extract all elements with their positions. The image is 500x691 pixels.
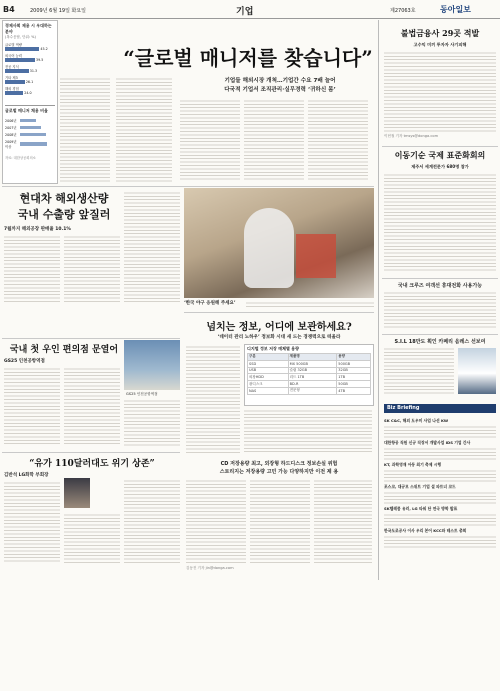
column-rule [378, 20, 379, 580]
bar2-row [5, 139, 55, 149]
brief-text [384, 512, 496, 526]
article-text-col [308, 98, 368, 182]
bar-label: 글로벌 역량 [5, 43, 22, 47]
bar2-row [5, 125, 55, 130]
section-title: 기업 [236, 7, 254, 17]
article-text-col [4, 366, 60, 446]
story5-caption2: 스토리지는 저장용량 고민 가능 다양하지만 이전 제 용 [219, 469, 339, 475]
divider [382, 146, 498, 147]
story5-title: 넘치는 정보, 어디에 보관하세요? [206, 322, 352, 333]
table-row [248, 387, 371, 394]
person-figure [296, 234, 336, 278]
store-photo [124, 340, 180, 390]
right-title-3: 국내 크루즈 여객선 휴대전화 사용가능 [397, 283, 483, 289]
story5-subtitle: ‘데이터 관리 노하우’ 정보화 시대 새 드는 경쟁력으로 떠올라 [217, 335, 341, 340]
bar-label: 해외 경험 [5, 87, 19, 91]
brief-headline: 포스코, 대규모 스위트 기업 설 파트너 코드 [384, 484, 456, 489]
article-text-col [186, 478, 246, 564]
brief-text [384, 446, 496, 460]
bar2 [20, 126, 41, 130]
table-cell: 용량 [337, 354, 371, 361]
bar2 [20, 133, 46, 137]
article-text-col [244, 408, 372, 454]
article-text-col [124, 398, 180, 446]
bar2-row [5, 132, 55, 137]
mascot-figure [244, 208, 294, 288]
table-cell: SSD [248, 360, 289, 367]
brief-text [384, 490, 496, 504]
bar-value: 39.5 [36, 58, 44, 62]
article-text-col [64, 512, 120, 564]
divider [382, 278, 498, 279]
story-author: 김동진 기자 jin@donga.com [186, 566, 234, 570]
divider [2, 186, 374, 187]
table-row [248, 354, 371, 361]
bar-value: 24.0 [24, 91, 32, 95]
main-headline: “글로벌 매니저를 찾습니다” [123, 46, 373, 70]
article-text-col [64, 234, 120, 304]
table-row [248, 374, 371, 381]
right-title-2: 이동기순 국제 표준화회의 [394, 150, 486, 160]
brief-text [384, 534, 496, 548]
article-text-col [384, 346, 454, 396]
bar-value: 26.1 [25, 80, 34, 84]
story2-lead: 7월까지 해외공장 판매율 10.1% [4, 227, 71, 232]
bar2-label: 2008년 [5, 133, 17, 137]
table-row [248, 360, 371, 367]
bar-row [5, 53, 55, 62]
article-text-col [64, 366, 120, 446]
bar [5, 91, 23, 95]
bar-label: 전공 지식 [5, 65, 19, 69]
biz-briefing-banner [384, 404, 496, 413]
bar [5, 58, 35, 62]
divider [2, 452, 180, 453]
table-cell: 제품명 [288, 354, 337, 361]
bar [5, 69, 29, 73]
table-cell: NAS [248, 387, 289, 394]
bar2-label: 2009년 이상 [5, 140, 17, 149]
article-text-col [124, 478, 180, 564]
article-text-col [384, 172, 496, 272]
story4-title: “유가 110달러대도 위기 상존” [29, 459, 155, 469]
bar-row [5, 64, 55, 73]
brief-headline: SK텔레콤 유러, LG 타워 단 연극 방학 발표 [384, 506, 458, 511]
article-text-col [180, 98, 240, 182]
table-cell: BD-R [288, 381, 337, 388]
brief-headline: 한국도로공사 이사 우리 본어 KCC와 테스트 총회 [384, 528, 467, 533]
table-row [248, 367, 371, 374]
bar2 [20, 142, 47, 146]
page-header [0, 0, 500, 19]
table-cell: 전문형 [288, 387, 337, 394]
table-cell: 슬림 32GB [288, 367, 337, 374]
story5-caption: CD 저장용량 최고, 외장형 하드디스크 정보손실 위험 [220, 461, 338, 467]
page-number: B4 [3, 5, 15, 14]
date: 2009년 6월 19일 화요일 [30, 8, 87, 14]
chart-title: 경제사회 제용 시 우대하는 분야 [5, 23, 52, 34]
paper-logo: 동아일보 [440, 5, 471, 14]
article-text-col [4, 480, 60, 564]
story2-title-2: 국내 수출량 앞질러 [17, 208, 111, 221]
chart-sidebar [2, 20, 58, 184]
store-photo-caption: GS25 인천공항역점 [126, 392, 158, 396]
table-row [248, 381, 371, 388]
table-title: 디지털 정보 저장 매체별 용량 [247, 346, 299, 351]
article-text-col [244, 98, 304, 182]
divider [184, 312, 374, 313]
table-cell: 500GB [337, 360, 371, 367]
table-cell: 구분 [248, 354, 289, 361]
table-cell: 리드 1TB [288, 374, 337, 381]
bar-value: 31.3 [29, 69, 38, 73]
bar-row [5, 75, 55, 84]
sub-headline-2: 다국적 기업서 조직관리·실무경력 ‘귀하신 몸’ [224, 87, 336, 93]
article-text-col [384, 290, 496, 330]
chart2-title: 글로벌 매니저 채용 비율 [5, 105, 55, 114]
brief-text [384, 468, 496, 482]
table-cell: 32GB [337, 367, 371, 374]
chart-source: 자료: 대한상공회의소 [5, 156, 36, 160]
divider [382, 334, 498, 335]
brief-headline: KT, 과학영재 아동 최기 축제 시행 [384, 462, 442, 467]
bar2-label: 2006년 [5, 119, 17, 123]
bar2-row [5, 118, 55, 123]
article-text-col [124, 190, 180, 304]
bar-row [5, 42, 55, 51]
bar-value: 45.2 [40, 47, 48, 51]
brief-headline: SK C&C, 해외 도우미 사업 나선 KW [384, 418, 449, 423]
table-cell: USB [248, 367, 289, 374]
table-cell: 50GB [337, 381, 371, 388]
ship-photo [458, 348, 496, 394]
divider [2, 338, 180, 339]
story3-lead: GS25 인천공항역점 [4, 359, 45, 364]
right-lead-2: 제주서 세계전문가 680명 참가 [411, 164, 469, 169]
storage-table [244, 344, 374, 406]
article-text-col [314, 478, 372, 564]
story4-lead: 김반석 LG화학 부회장 [4, 473, 49, 478]
brief-headline: 대한항공 직원 신규 직장서 개발사업 IDS 기업 간사 [384, 440, 471, 445]
article-text-col [116, 76, 172, 182]
photo-caption: ‘한국 야구 응원해 주세요’ [184, 301, 236, 306]
table-cell: MX 500GB [288, 360, 337, 367]
sub-headline-1: 기업들 해외시장 개척…기업간 수요 7배 늘어 [224, 78, 336, 84]
table-cell: 1TB [337, 374, 371, 381]
right-title-1: 불법금융사 29곳 적발 [400, 28, 480, 38]
story2-title-1: 현대차 해외생산량 [19, 192, 109, 205]
chart-subtitle: (복수응답, 단위: %) [5, 35, 36, 39]
table-cell: 4TB [337, 387, 371, 394]
portrait-photo [64, 478, 90, 508]
bar-label: 외국어 능력 [5, 54, 22, 58]
bar [5, 47, 39, 51]
biz-briefing-label: Biz Briefing [387, 405, 420, 411]
brief-text [384, 424, 496, 438]
right-title-4: S.I.L 18만도 획인 카페리 음레스 선보여 [394, 339, 486, 345]
right-lead-1: 고수익 미끼 투자자 사기피해 [413, 42, 467, 47]
table-cell: 외장HDD [248, 374, 289, 381]
story3-title: 국내 첫 우인 편의점 문열어 [9, 345, 119, 355]
issue-number: 제27063호 [390, 8, 416, 14]
bar2-label: 2007년 [5, 126, 17, 130]
bar [5, 80, 25, 84]
article-text-col [384, 50, 496, 132]
table-cell: 광디스크 [248, 381, 289, 388]
bar-label: 기타 제3 [5, 76, 18, 80]
bar-row [5, 86, 55, 95]
article-text-col [60, 76, 110, 182]
bar2 [20, 119, 36, 123]
caption-text [246, 300, 374, 308]
article-text-col [250, 478, 310, 564]
article-text-col [4, 234, 60, 304]
news-photo [184, 188, 374, 298]
right-author: 이헌철 기자 tmsys@donga.com [384, 134, 439, 138]
article-text-col [186, 344, 240, 454]
